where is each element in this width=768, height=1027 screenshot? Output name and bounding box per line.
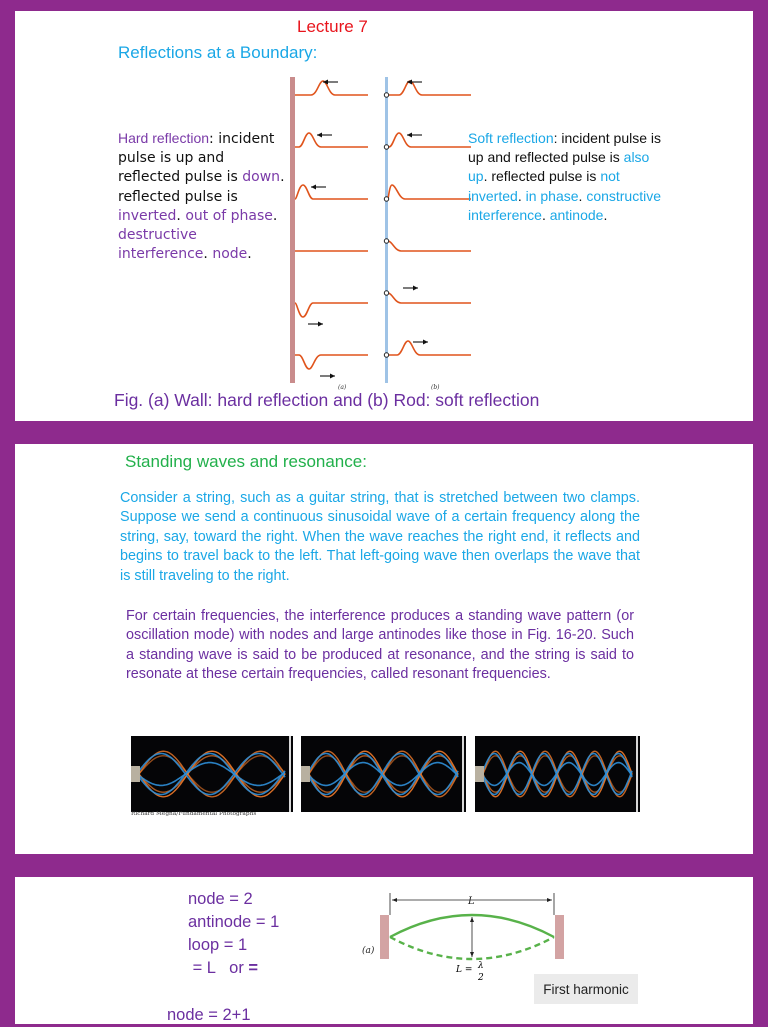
string-envelope bbox=[309, 756, 458, 792]
length-relation-c: = bbox=[248, 959, 259, 977]
wall-pulses bbox=[295, 81, 368, 369]
hard-destructive: destructive interference bbox=[118, 227, 204, 263]
slide-standing-waves bbox=[15, 444, 753, 854]
hard-text-3: . bbox=[176, 207, 186, 224]
figure-caption: Fig. (a) Wall: hard reflection and (b) Rod: soft reflection bbox=[114, 390, 540, 410]
slide-reflections bbox=[15, 11, 753, 421]
clamp-rod bbox=[289, 736, 291, 812]
standing-waves-heading: Standing waves and resonance: bbox=[125, 452, 367, 471]
hard-text-4: . bbox=[272, 207, 278, 224]
soft-text-2: . reflected pulse is bbox=[483, 168, 601, 185]
antinode-count: antinode = 1 bbox=[188, 913, 280, 931]
length-symbol: L bbox=[468, 896, 475, 907]
formula-denominator: 2 bbox=[478, 973, 484, 983]
standing-wave-photo-3 bbox=[475, 736, 640, 812]
paragraph-string: Consider a string, such as a guitar string, that is stretched between two clamps. Suppose we send a continuous sinusoidal wave of a certain frequency along the string, say, toward the right. When the wave reaches the right end, it reflects and begins to travel back to the left. That left-going wave then overlaps the wave that is still traveling to the right. bbox=[120, 490, 640, 584]
string-envelope bbox=[139, 754, 285, 795]
rod bbox=[385, 77, 388, 383]
standing-wave-photo-2 bbox=[301, 736, 466, 812]
clamp bbox=[301, 766, 310, 782]
hard-inverted: inverted bbox=[118, 207, 177, 224]
left-clamp bbox=[380, 915, 389, 959]
first-harmonic-diagram bbox=[360, 887, 575, 987]
soft-reflection-text bbox=[468, 129, 668, 225]
hard-reflection-text bbox=[118, 129, 288, 264]
hard-node: node bbox=[212, 246, 248, 263]
soft-in-phase: in phase bbox=[525, 187, 579, 204]
hard-text-6: . bbox=[247, 246, 252, 263]
soft-not-inverted: not inverted bbox=[468, 168, 620, 204]
string-envelope bbox=[139, 756, 285, 792]
first-harmonic-label: First harmonic bbox=[534, 974, 638, 1004]
string-envelope bbox=[139, 751, 285, 797]
length-relation-a: = L bbox=[188, 959, 216, 977]
slide-harmonics bbox=[15, 877, 753, 1024]
hard-down: down bbox=[242, 169, 281, 186]
reflections-heading: Reflections at a Boundary: bbox=[118, 43, 318, 62]
fig-label-a: (a) bbox=[338, 384, 347, 391]
length-relation-b: or bbox=[229, 959, 244, 977]
hard-text-2: . reflected pulse is bbox=[118, 169, 285, 205]
formula-left: L = bbox=[456, 965, 473, 975]
loop-count: loop = 1 bbox=[188, 936, 248, 954]
fig-label-b: (b) bbox=[431, 384, 440, 391]
soft-reflection-term: Soft reflection bbox=[468, 130, 554, 146]
string-envelope bbox=[139, 751, 285, 797]
hard-text-5: . bbox=[203, 246, 213, 263]
soft-text-3: . bbox=[517, 187, 526, 204]
soft-text-5: . bbox=[541, 206, 550, 223]
clamp-rod bbox=[462, 736, 464, 812]
string-envelope bbox=[139, 756, 285, 792]
formula-numerator: λ bbox=[478, 961, 484, 971]
soft-text-1: : incident pulse is up and reflected pulse is bbox=[468, 130, 662, 166]
soft-antinode: antinode bbox=[549, 206, 604, 223]
soft-text-6: . bbox=[603, 206, 608, 223]
hard-text-1: : incident pulse is up and reflected pulse is bbox=[118, 131, 275, 186]
right-clamp bbox=[555, 915, 564, 959]
node-count: node = 2 bbox=[188, 890, 253, 908]
node-count-next: node = 2+1 bbox=[167, 1006, 251, 1024]
photo-credit: Richard Megna/Fundamental Photographs bbox=[131, 811, 257, 817]
length-relation bbox=[188, 957, 258, 980]
soft-also-up: also up bbox=[468, 149, 650, 185]
paragraph-resonance: For certain frequencies, the interference produces a standing wave pattern (or oscillation mode) with nodes and large antinodes like those in Fig. 16-20. Such a standing wave is said to be produced at resonance, and the string is said to resonate at these certain frequencies, called resonant frequencies. bbox=[126, 608, 634, 683]
string-envelope bbox=[139, 763, 285, 786]
clamp-rod bbox=[636, 736, 638, 812]
string-envelope bbox=[483, 756, 632, 792]
soft-constructive: constructive interference bbox=[468, 187, 662, 223]
direction-arrows bbox=[308, 80, 428, 379]
standing-wave-photo-1 bbox=[131, 736, 293, 812]
clamp bbox=[131, 766, 140, 782]
soft-text-4: . bbox=[578, 187, 587, 204]
wall bbox=[290, 77, 295, 383]
hard-reflection-term: Hard reflection bbox=[118, 130, 210, 146]
clamp bbox=[475, 766, 484, 782]
hard-out-of-phase: out of phase bbox=[185, 207, 273, 224]
diagram-label-a: (a) bbox=[362, 946, 375, 956]
rod-pulses bbox=[388, 81, 471, 355]
reflection-figure bbox=[283, 73, 473, 393]
string-envelope bbox=[139, 754, 285, 795]
lecture-title: Lecture 7 bbox=[297, 17, 368, 36]
